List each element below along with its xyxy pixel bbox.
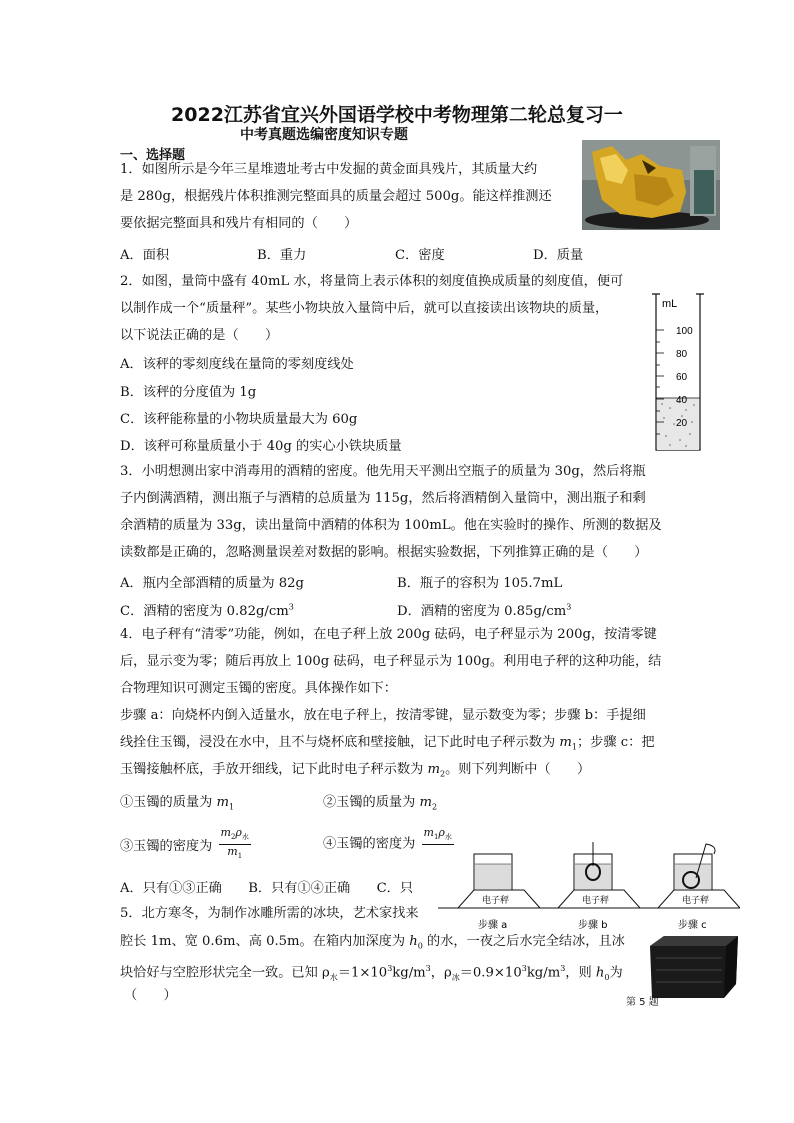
q3-line-2: 子内倒满酒精，测出瓶子与酒精的总质量为 115g，然后将酒精倒入量筒中，测出瓶子和剩 xyxy=(120,491,646,506)
q1-line-1: 1．如图所示是今年三星堆遗址考古中发掘的黄金面具残片，其质量大约 xyxy=(120,162,538,177)
q3-option-a: A．瓶内全部酒精的质量为 82g xyxy=(120,576,304,591)
q4-step-line-2: 线拴住玉镯，浸没在水中，且不与烧杯底和壁接触，记下此时电子秤示数为 $m_1$；步骤 c：把 xyxy=(120,735,655,752)
scale-label-a: 电子秤 xyxy=(482,896,510,906)
step-label-c: 步骤 c xyxy=(678,920,707,931)
q4-statement-4: ④玉镯的密度为 $m_1\rho_水$ xyxy=(323,826,454,858)
black-box-photo xyxy=(646,932,742,1002)
q2-option-b: B．该秤的分度值为 1g xyxy=(120,385,257,400)
q3-option-b: B．瓶子的容积为 105.7mL xyxy=(397,576,563,591)
q3-option-d: D．酒精的密度为 $0.85g/cm^3$ xyxy=(397,602,572,619)
q1-line-3: 要依据完整面具和残片有相同的（ ） xyxy=(120,216,358,231)
q5-line-3: 块恰好与空腔形状完全一致。已知 $\rho_水=1\times 10^3kg/m^3$，$\rho_冰=0.9\times 10^3kg/m^3$，则 $h_0$为 xyxy=(120,964,623,983)
step-label-b: 步骤 b xyxy=(578,920,608,931)
q3-option-c: C．酒精的密度为 $0.82g/cm^3$ xyxy=(120,602,294,619)
q3-line-3: 余酒精的质量为 33g，读出量筒中酒精的体积为 100mL。他在实验时的操作、所测的数据及 xyxy=(120,518,662,533)
electronic-scale-figure xyxy=(438,840,740,935)
q2-line-1: 2．如图，量筒中盛有 40mL 水，将量筒上表示体积的刻度值换成质量的刻度值，便可 xyxy=(120,274,624,289)
q4-statement-2: ②玉镯的质量为 $m_2$ xyxy=(323,795,438,812)
q2-option-a: A．该秤的零刻度线在量筒的零刻度线处 xyxy=(120,357,354,372)
q4-density-fraction-4: $m_1\rho_水$ xyxy=(422,826,454,858)
golden-mask-photo xyxy=(582,140,720,230)
q2-option-d: D．该秤可称量质量小于 40g 的实心小铁块质量 xyxy=(120,439,402,454)
q5-line-1: 5．北方寒冬，为制作冰雕所需的冰块，艺术家找来 xyxy=(120,906,419,921)
q1-option-b: B．重力 xyxy=(257,248,307,263)
q3-line-4: 读数都是正确的，忽略测量误差对数据的影响。根据实验数据，下列推算正确的是（ ） xyxy=(120,545,648,560)
q1-line-2: 是 280g，根据残片体积推测完整面具的质量会超过 500g。能这样推测还 xyxy=(120,189,552,204)
q4-line-1: 4．电子秤有“清零”功能，例如，在电子秤上放 200g 砝码，电子秤显示为 200g，按清零键 xyxy=(120,627,657,642)
cylinder-unit-label: mL xyxy=(662,298,678,310)
q4-line-3: 合物理知识可测定玉镯的密度。具体操作如下： xyxy=(120,681,397,696)
q4-density-fraction-3: $\frac{m_2\rho_水}{m_1}$ xyxy=(220,826,249,861)
q4-step-line-1: 步骤 a：向烧杯内倒入适量水，放在电子秤上，按清零键，显示数变为零；步骤 b：手提细 xyxy=(120,708,646,723)
q2-line-3: 以下说法正确的是（ ） xyxy=(120,328,279,343)
q5-figure-label: 第 5 题 xyxy=(626,997,659,1008)
q1-option-c: C．密度 xyxy=(395,248,445,263)
q1-option-d: D．质量 xyxy=(533,248,584,263)
q4-options: A．只有①③正确 B．只有①④正确 C．只 xyxy=(120,881,414,896)
cylinder-tick-100: 100 xyxy=(676,326,693,337)
scale-label-c: 电子秤 xyxy=(682,896,710,906)
section-heading: 一、选择题 xyxy=(120,148,186,163)
scale-label-b: 电子秤 xyxy=(582,896,610,906)
q4-line-2: 后，显示变为零；随后再放上 100g 砝码，电子秤显示为 100g。利用电子秤的这种功能，结 xyxy=(120,654,662,669)
q4-step-line-3: 玉镯接触杯底，手放开细线，记下此时电子秤示数为 $m_2$。则下列判断中（ ） xyxy=(120,762,591,779)
page-title: 2022江苏省宜兴外国语学校中考物理第二轮总复习一 xyxy=(171,104,623,126)
step-label-a: 步骤 a xyxy=(478,920,508,931)
page-subtitle: 中考真题选编密度知识专题 xyxy=(240,127,408,143)
cylinder-tick-40: 40 xyxy=(676,395,688,406)
q5-line-2: 腔长 1m、宽 0.6m、高 0.5m。在箱内加深度为 $h_0$ 的水，一夜之后水完全结冰，且冰 xyxy=(120,934,625,951)
q3-line-1: 3．小明想测出家中消毒用的酒精的密度。他先用天平测出空瓶子的质量为 30g，然后将瓶 xyxy=(120,464,646,479)
q5-answer-blank: （ ） xyxy=(124,988,177,1003)
q1-option-a: A．面积 xyxy=(120,248,170,263)
cylinder-tick-60: 60 xyxy=(676,372,688,383)
q2-line-2: 以制作成一个“质量秤”。某些小物块放入量筒中后，就可以直接读出该物块的质量， xyxy=(120,301,609,316)
q2-option-c: C．该秤能称量的小物块质量最大为 60g xyxy=(120,412,358,427)
cylinder-tick-80: 80 xyxy=(676,349,688,360)
q4-statement-3: ③玉镯的密度为 $\frac{m_2\rho_水}{m_1}$ xyxy=(120,826,251,863)
graduated-cylinder-figure xyxy=(650,290,706,458)
cylinder-tick-20: 20 xyxy=(676,418,688,429)
q4-statement-1: ①玉镯的质量为 $m_1$ xyxy=(120,795,235,812)
